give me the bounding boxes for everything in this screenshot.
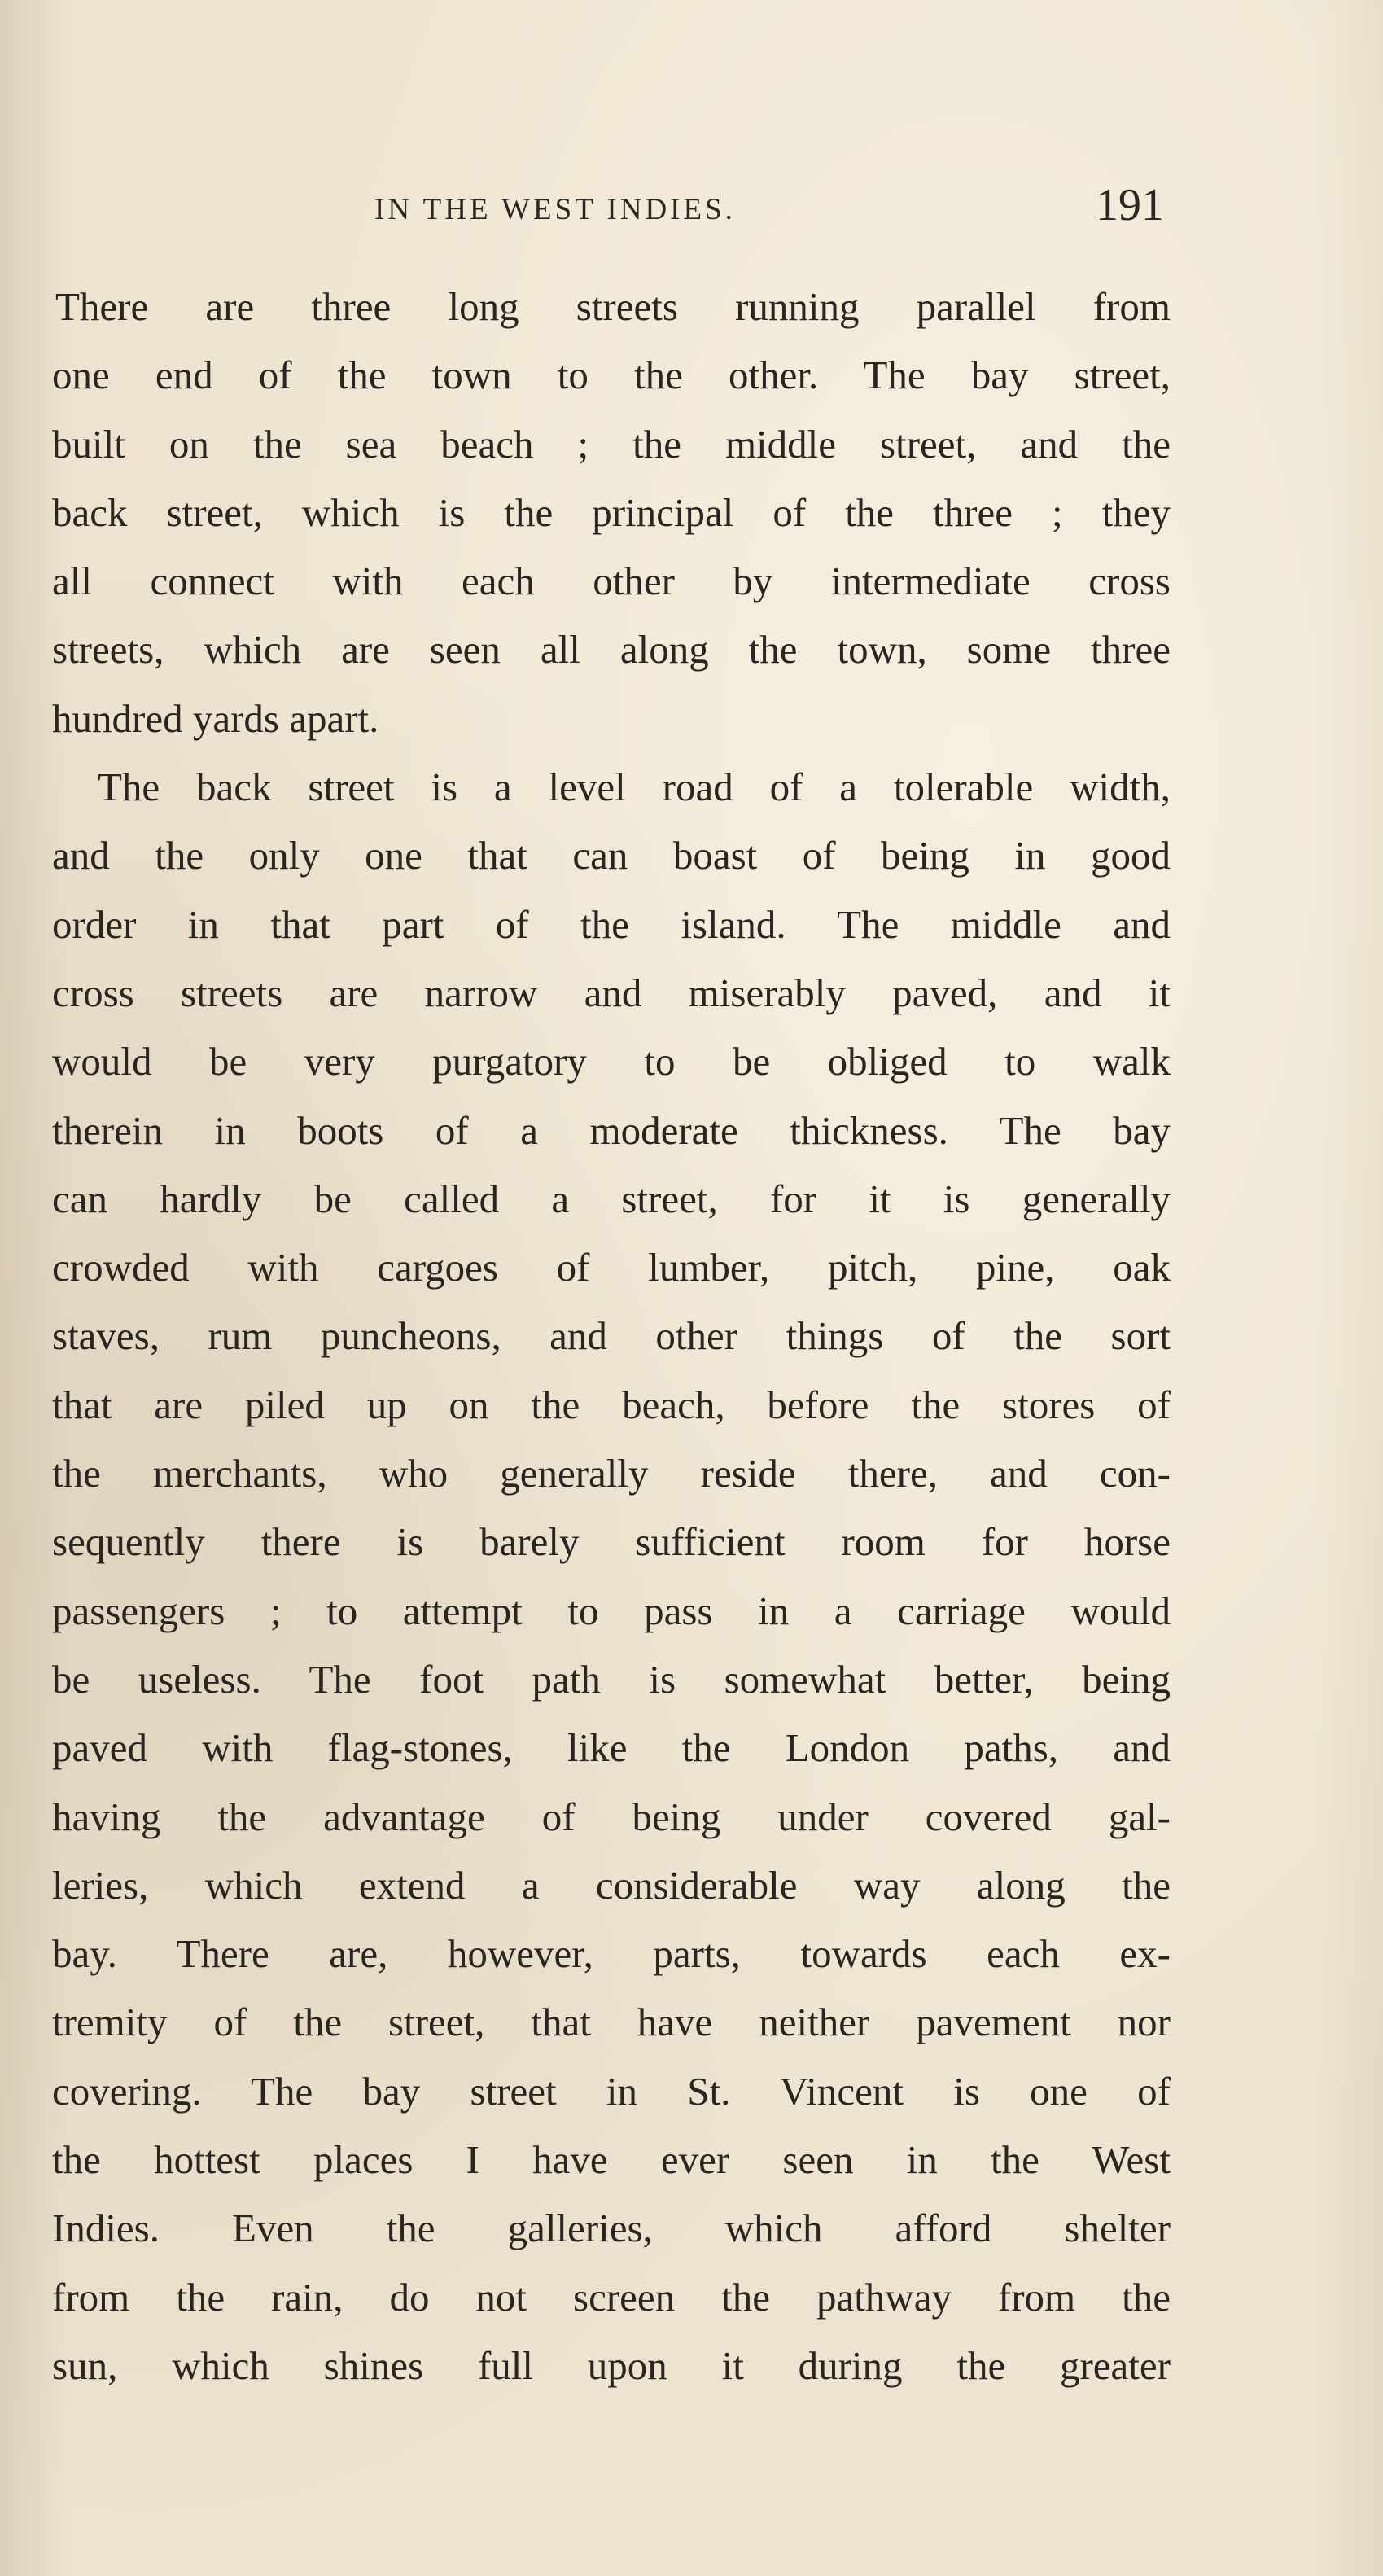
text-line: the hottest places I have ever seen in the West <box>52 2137 1171 2183</box>
text-line: hundred yards apart. <box>52 695 379 741</box>
text-line: that are piled up on the beach, before the stores of <box>52 1382 1171 1427</box>
text-line: order in that part of the island. The middle and <box>52 901 1171 947</box>
text-line: Indies. Even the galleries, which afford shelter <box>52 2206 1171 2251</box>
text-line: one end of the town to the other. The bay street, <box>52 353 1171 398</box>
text-line: having the advantage of being under covered gal- <box>52 1794 1171 1839</box>
text-line: There are three long streets running parallel from <box>55 284 1171 329</box>
text-line: tremity of the street, that have neither pavement nor <box>52 2000 1171 2045</box>
text-line: would be very purgatory to be obliged to walk <box>52 1039 1171 1084</box>
text-line: crowded with cargoes of lumber, pitch, pine, oak <box>52 1245 1171 1290</box>
text-line: and the only one that can boast of being in good <box>52 833 1171 878</box>
text-line: can hardly be called a street, for it is generally <box>52 1176 1171 1221</box>
text-line: leries, which extend a considerable way along the <box>52 1862 1171 1908</box>
text-line: covering. The bay street in St. Vincent is one of <box>52 2068 1171 2114</box>
text-line: sun, which shines full upon it during the greater <box>52 2342 1171 2388</box>
text-line: be useless. The foot path is somewhat better, being <box>52 1656 1171 1702</box>
text-line: the merchants, who generally reside there, and con- <box>52 1451 1171 1496</box>
page-number: 191 <box>1096 180 1164 230</box>
text-line: streets, which are seen all along the town, some three <box>52 627 1171 672</box>
text-line: staves, rum puncheons, and other things of the sort <box>52 1313 1171 1359</box>
text-line: built on the sea beach ; the middle street, and the <box>52 421 1171 467</box>
text-line: bay. There are, however, parts, towards each ex- <box>52 1931 1171 1977</box>
text-line: The back street is a level road of a tolerable width, <box>98 764 1171 810</box>
running-head <box>98 173 1164 230</box>
text-line: sequently there is barely sufficient room for horse <box>52 1519 1171 1565</box>
text-line: back street, which is the principal of the three ; they <box>52 489 1171 535</box>
running-title: IN THE WEST INDIES. <box>374 193 736 226</box>
text-line: therein in boots of a moderate thickness. The bay <box>52 1107 1171 1153</box>
text-line: passengers ; to attempt to pass in a carriage would <box>52 1588 1171 1633</box>
text-line: paved with flag-stones, like the London paths, and <box>52 1725 1171 1771</box>
text-line: all connect with each other by intermediate cross <box>52 559 1171 604</box>
text-line: from the rain, do not screen the pathway from the <box>52 2274 1171 2320</box>
body-text <box>52 273 1171 2400</box>
text-line: cross streets are narrow and miserably paved, and it <box>52 970 1171 1015</box>
